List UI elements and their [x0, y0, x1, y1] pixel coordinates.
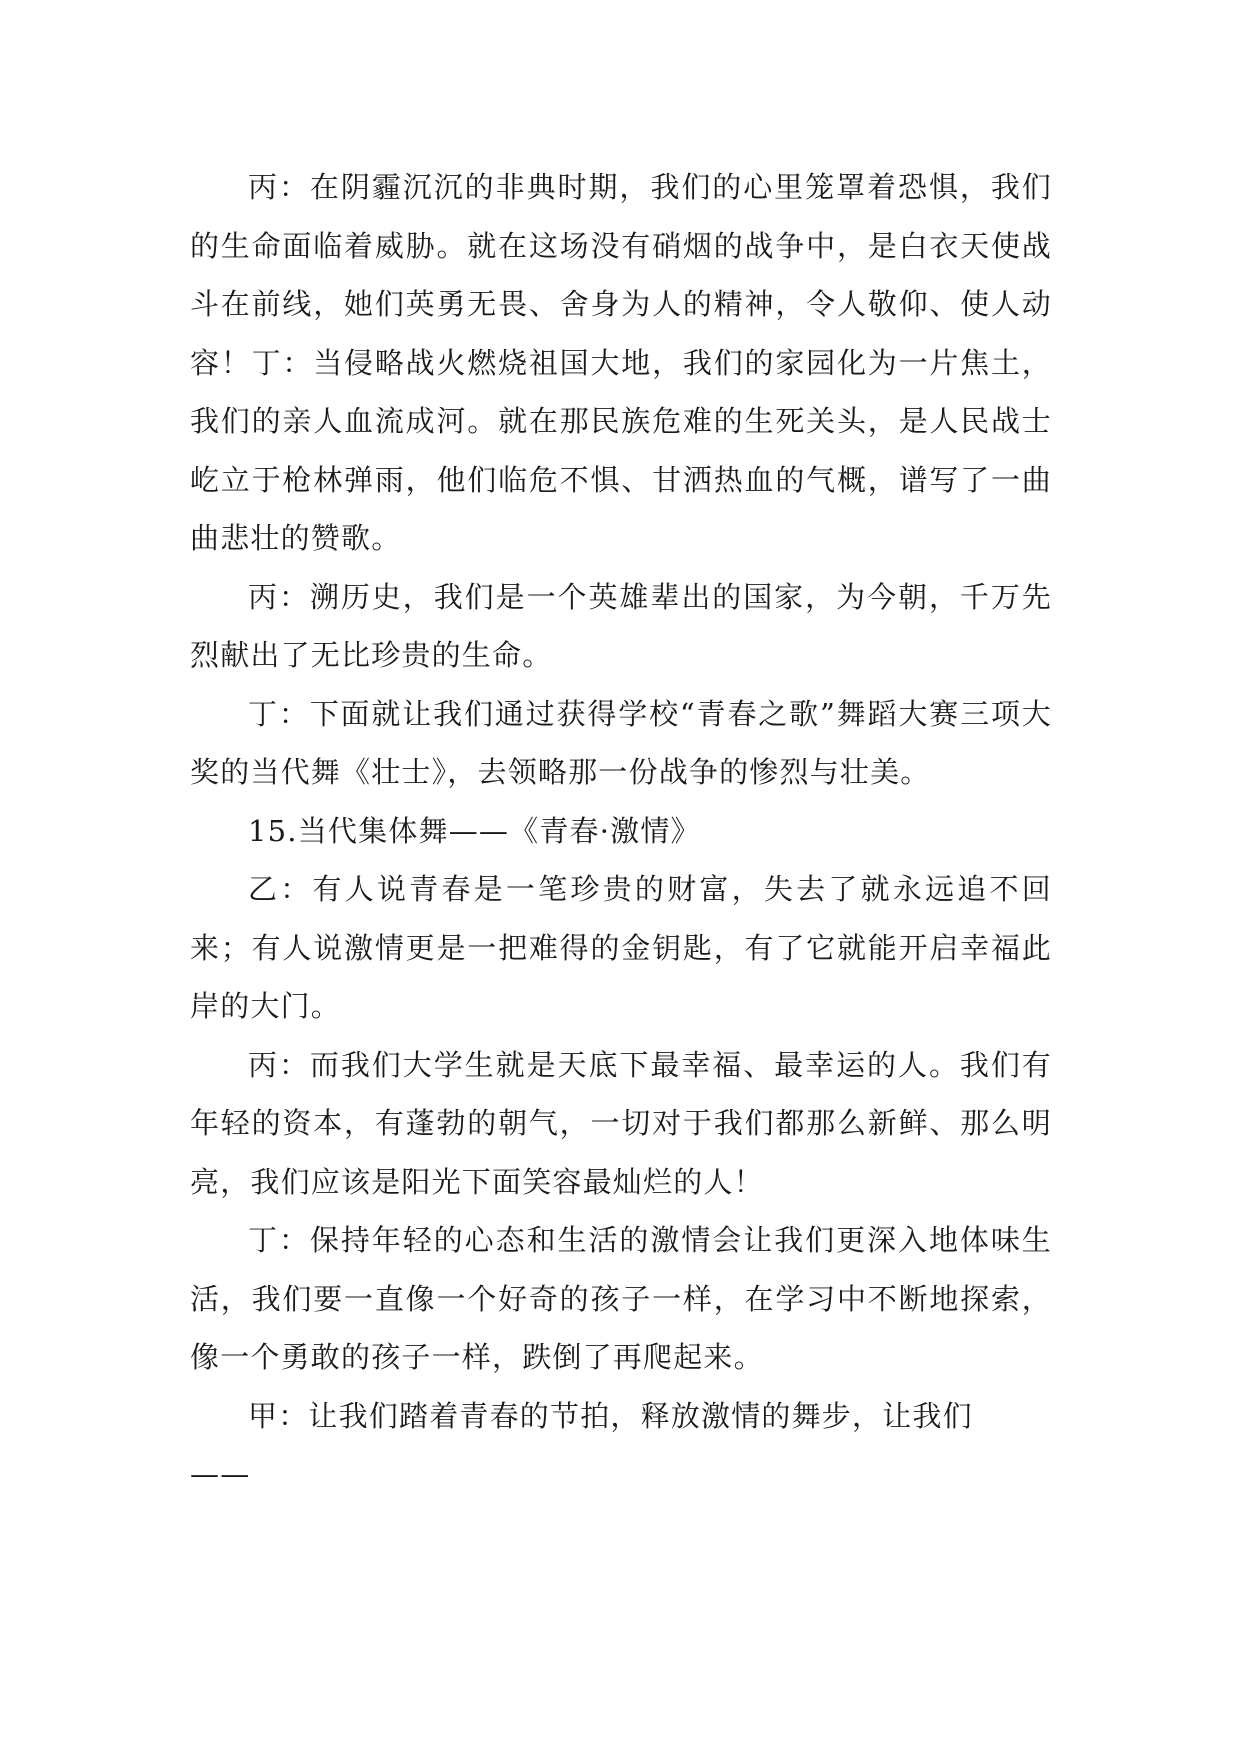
document-body	[190, 158, 1052, 1504]
paragraph-1: 丙：在阴霾沉沉的非典时期，我们的心里笼罩着恐惧，我们的生命面临着威胁。就在这场没有硝烟的战争中，是白衣天使战斗在前线，她们英勇无畏、舍身为人的精神，令人敬仰、使人动容！丁：当侵略战火燃烧祖国大地，我们的家园化为一片焦土，我们的亲人血流成河。就在那民族危难的生死关头，是人民战士屹立于枪林弹雨，他们临危不惧、甘洒热血的气概，谱写了一曲曲悲壮的赞歌。	[190, 170, 1052, 555]
paragraph-4: 乙：有人说青春是一笔珍贵的财富，失去了就永远追不回来；有人说激情更是一把难得的金钥匙，有了它就能开启幸福此岸的大门。	[190, 872, 1052, 1023]
paragraph-6: 丁：保持年轻的心态和生活的激情会让我们更深入地体味生活，我们要一直像一个好奇的孩子一样，在学习中不断地探索，像一个勇敢的孩子一样，跌倒了再爬起来。	[190, 1223, 1052, 1374]
paragraph-2: 丙：溯历史，我们是一个英雄辈出的国家，为今朝，千万先烈献出了无比珍贵的生命。	[190, 579, 1052, 672]
paragraph-7: 甲：让我们踏着青春的节拍，释放激情的舞步，让我们	[248, 1398, 973, 1433]
paragraph-3: 丁：下面就让我们通过获得学校“青春之歌”舞蹈大赛三项大奖的当代舞《壮士》，去领略那一份战争的惨烈与壮美。	[190, 696, 1052, 789]
trailing-dash: ——	[190, 1457, 251, 1491]
paragraph-5: 丙：而我们大学生就是天底下最幸福、最幸运的人。我们有年轻的资本，有蓬勃的朝气，一切对于我们都那么新鲜、那么明亮，我们应该是阳光下面笑容最灿烂的人！	[190, 1047, 1052, 1199]
section-heading: 15.当代集体舞——《青春·激情》	[248, 813, 701, 848]
